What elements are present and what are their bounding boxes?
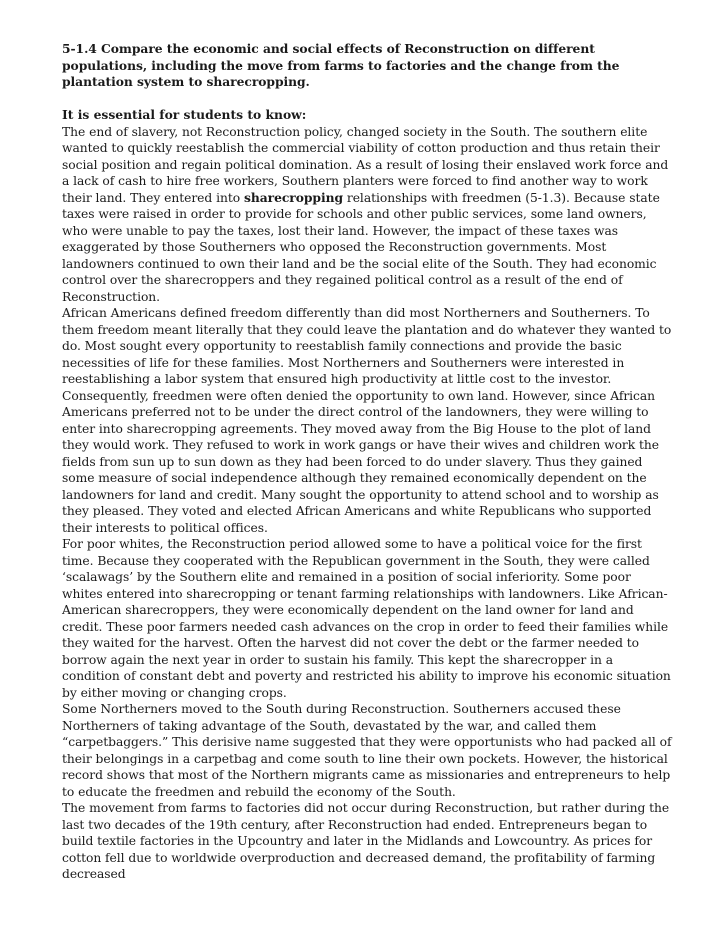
paragraph-poor-whites: For poor whites, the Reconstruction period allowed some to have a political voice for the first time. Because they cooperated with the Republican government in the South, they were called ‘scalawags’ by the Southern elite and remained in a position of social inferiority. Some poor whites entered into sharecropping or tenant farming relationships with landowners. Like African-American sharecroppers, they were economically dependent on the land owner for land and credit. These poor farmers needed cash advances on the crop in order to feed their families while they waited for the harvest. Often the harvest did not cover the debt or the farmer needed to borrow again the next year in order to sustain his family. This kept the sharecropper in a condition of constant debt and poverty and restricted his ability to improve his economic situation by either moving or changing crops. — [62, 537, 671, 700]
blank-line — [62, 91, 672, 108]
paragraph-end-of-slavery — [62, 124, 672, 306]
section-heading: It is essential for students to know: — [62, 107, 307, 122]
paragraph-text: The end of slavery, not Reconstruction policy, changed society in the South. The southern elite wanted to quickly reestablish the commercial viability of cotton production and thus retain their social position and regain political domination. As a result of losing their enslaved work force and a lack of cash to hire free workers, Southern planters were forced to find another way to work their land. They entered into — [62, 124, 669, 205]
paragraph-african-americans: African Americans defined freedom differently than did most Northerners and Southerners. To them freedom meant literally that they could leave the plantation and do whatever they wanted to do. Most sought every opportunity to reestablish family connections and provide the basic necessities of life for these families. Most Northerners and Southerners were interested in reestablishing a labor system that ensured high productivity at little cost to the investor. Consequently, freedmen were often denied the opportunity to own land. However, since African Americans preferred not to be under the direct control of the landowners, they were willing to enter into sharecropping agreements. They moved away from the Big House to the plot of land they would work. They refused to work in work gangs or have their wives and children work the fields from sun up to sun down as they had been forced to do under slavery. Thus they gained some measure of social independence although they remained economically dependent on the landowners for land and credit. Many sought the opportunity to attend school and to worship as they pleased. They voted and elected African Americans and white Republicans who supported their interests to political offices. — [62, 306, 672, 535]
paragraph-northerners: Some Northerners moved to the South during Reconstruction. Southerners accused these Northerners of taking advantage of the South, devastated by the war, and called them “carpetbaggers.” This derisive name suggested that they were opportunists who had packed all of their belongings in a carpetbag and come south to line their own pockets. However, the historical record shows that most of the Northern migrants came as missionaries and entrepreneurs to help to educate the freedmen and rebuild the economy of the South. — [62, 702, 672, 799]
standard-title: 5-1.4 Compare the economic and social effects of Reconstruction on different populations, including the move from farms to factories and the change from the plantation system to sharecropping. — [62, 41, 620, 89]
paragraph-farms-to-factories: The movement from farms to factories did not occur during Reconstruction, but rather during the last two decades of the 19th century, after Reconstruction had ended. Entrepreneurs began to build textile factories in the Upcountry and later in the Midlands and Lowcountry. As prices for cotton fell due to worldwide overproduction and decreased demand, the profitability of farming decreased — [62, 801, 670, 881]
document-page — [62, 41, 672, 883]
paragraph-text: relationships with freedmen (5-1.3). Because state taxes were raised in order to provide for schools and other public services, some land owners, who were unable to pay the taxes, lost their land. However, the impact of these taxes was exaggerated by those Southerners who opposed the Reconstruction governments. Most landowners continued to own their land and be the social elite of the South. They had economic control over the sharecroppers and they regained political control as a result of the end of Reconstruction. — [62, 190, 660, 304]
term-sharecropping: sharecropping — [243, 189, 344, 205]
